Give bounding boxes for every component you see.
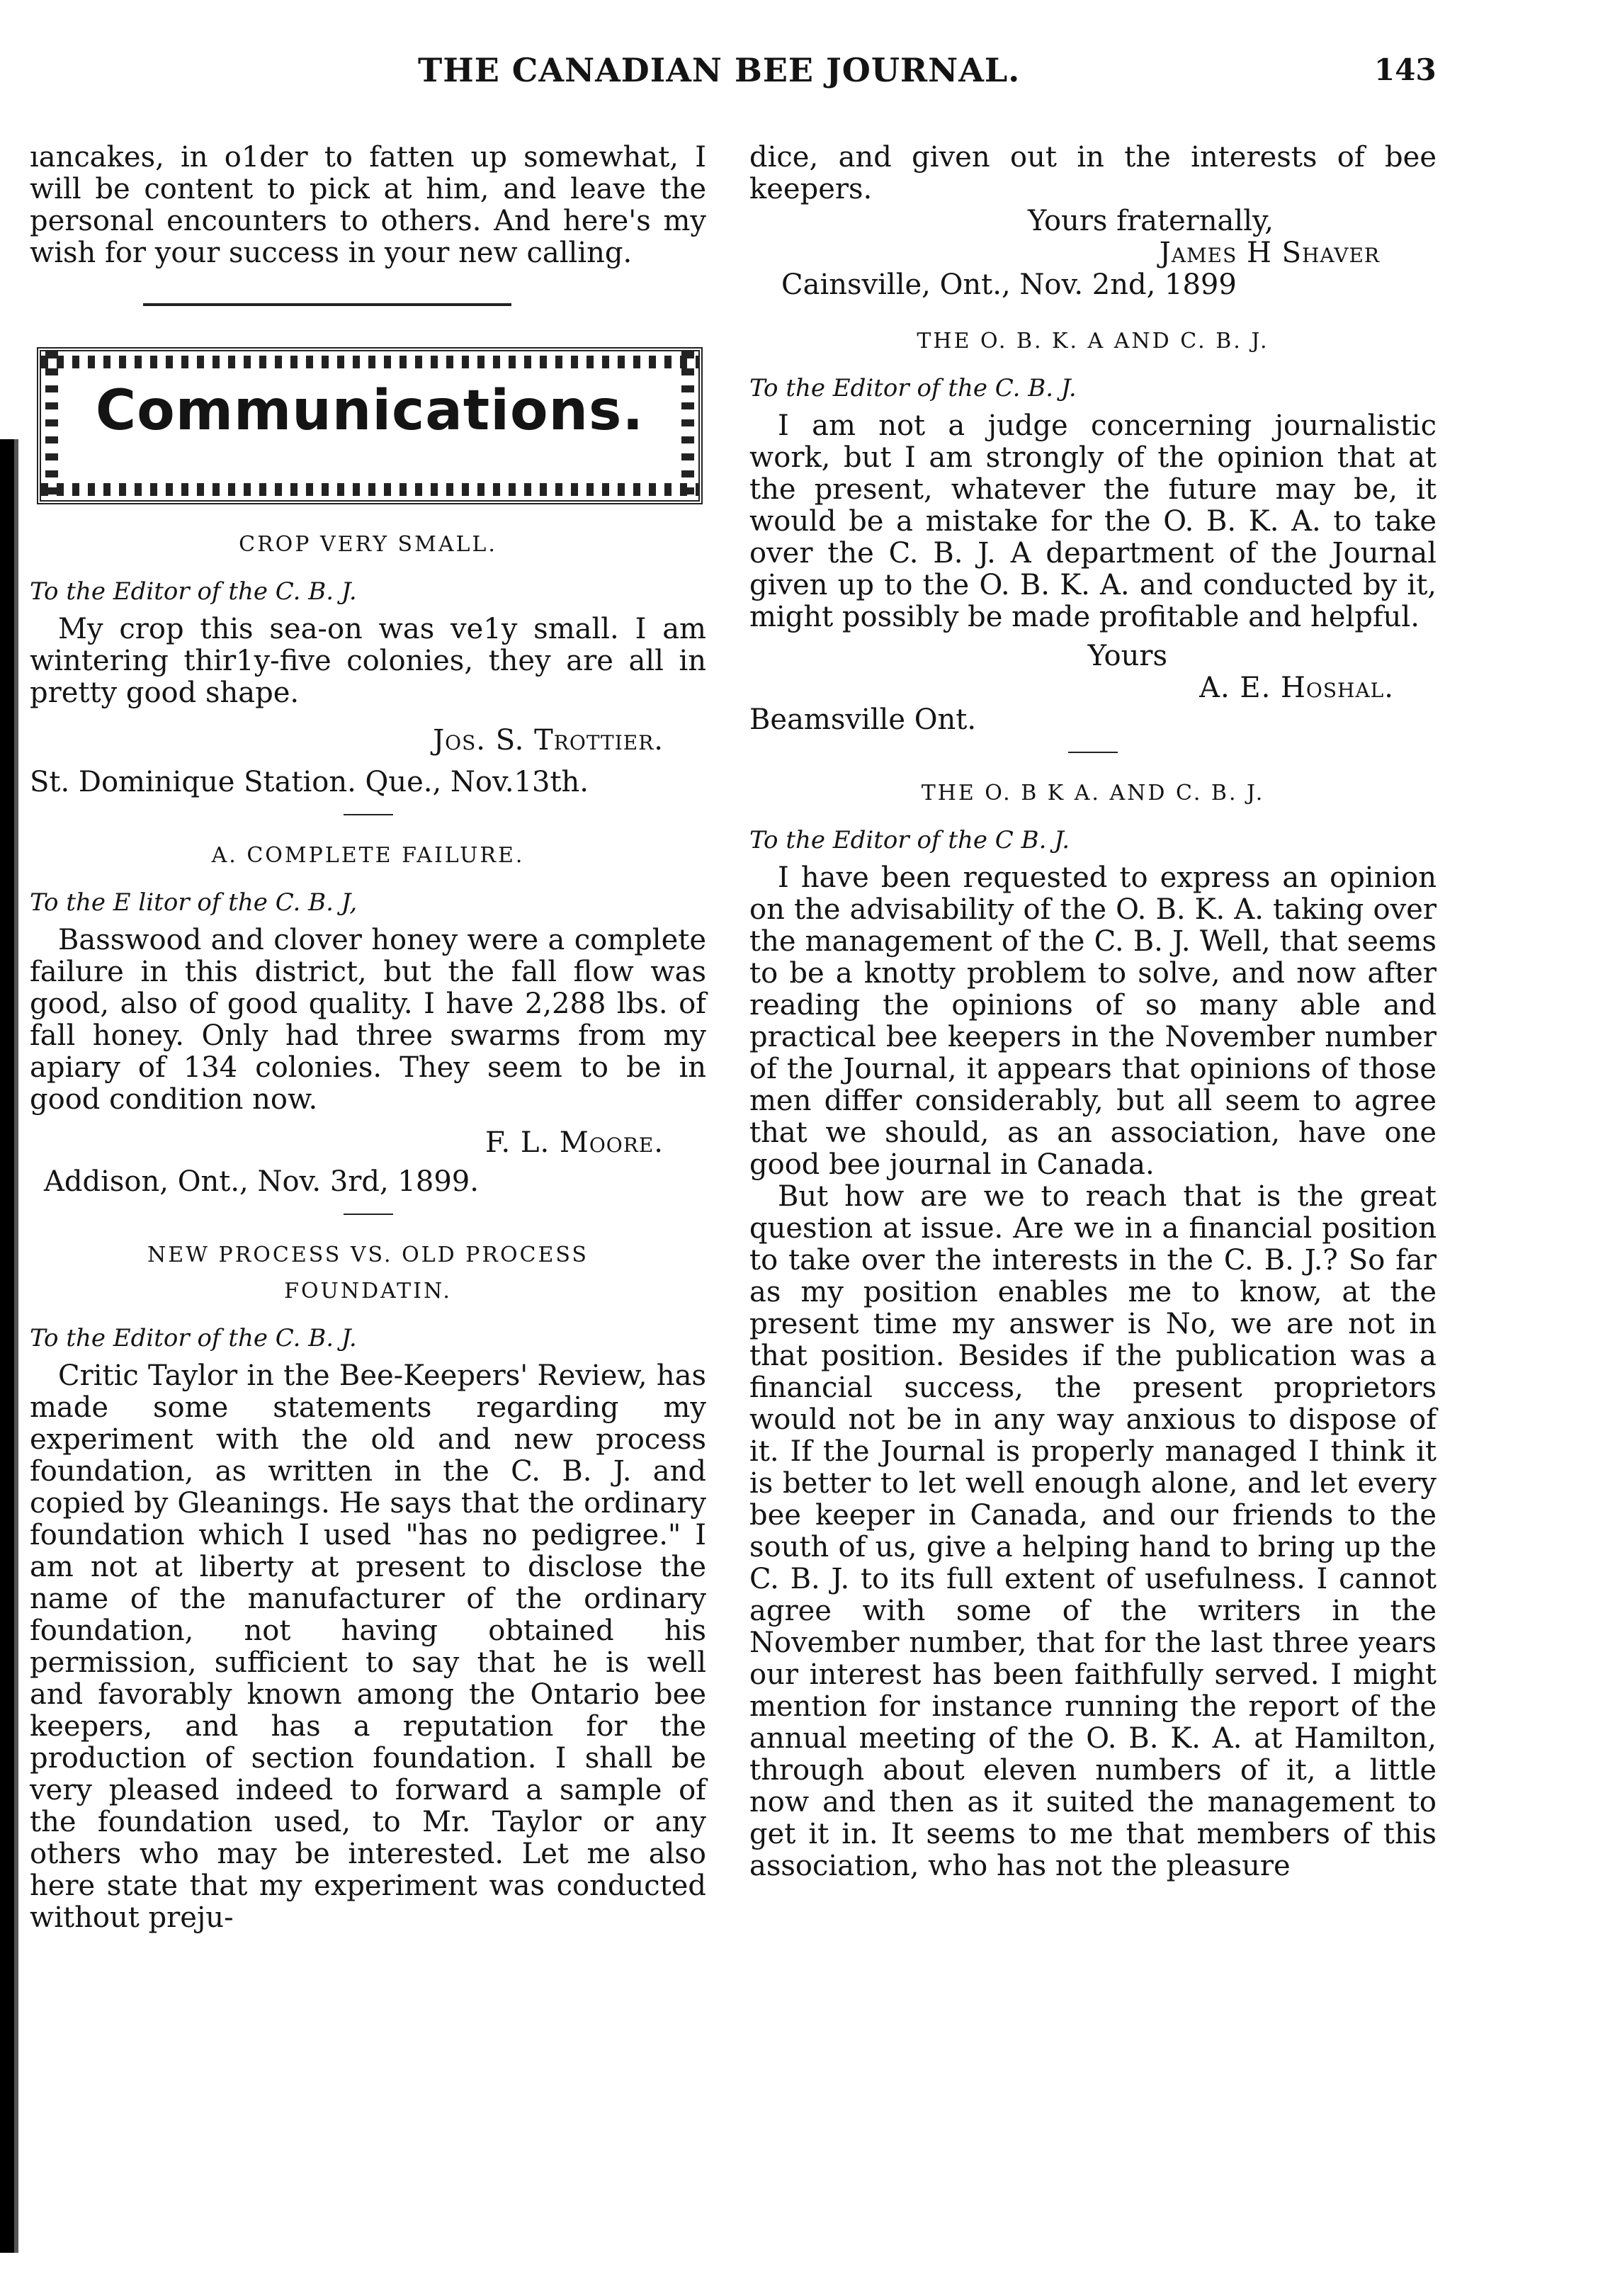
letter-heading: THE O. B K A. AND C. B. J. [921, 781, 1265, 805]
divider-rule [1068, 752, 1118, 753]
continued-paragraph: dice, and given out in the interests of bee keepers. [749, 141, 1436, 205]
running-title: THE CANADIAN BEE JOURNAL. [418, 51, 1021, 89]
letter-place-date: St. Dominique Station. Que., Nov.13th. [30, 766, 589, 798]
communications-banner [37, 347, 703, 504]
letter-heading: A. COMPLETE FAILURE. [211, 843, 525, 868]
letter-place-date: Beamsville Ont. [749, 703, 977, 736]
letter-complete-failure [30, 839, 706, 1215]
binding-shadow [0, 439, 24, 2253]
page-number: 143 [1374, 52, 1436, 87]
divider-rule [344, 814, 393, 815]
section-title: Communications. [95, 379, 645, 443]
letter-body: My crop this sea-on was ve1y small. I am wintering thir1y-five colonies, they are all in pretty good shape. [30, 613, 706, 709]
letter-salutation: To the Editor of the C. B. J. [749, 374, 1077, 402]
intro-paragraph: ıancakes, in o1der to fatten up somewhat, I will be content to pick at him, and leave the personal encounters to others. And here's my wish for your success in your new calling. [30, 141, 706, 269]
letter-heading: THE O. B. K. A AND C. B. J. [917, 329, 1269, 354]
letter-closing: Yours fraternally, [1028, 205, 1274, 237]
letter-body: Basswood and clover honey were a complete failure in this district, but the fall flow was good, also of good quality. I have 2,288 lbs. of fall honey. Only had three swarms from my apiary of 134 colonies. They seem to be in good condition now. [30, 924, 706, 1116]
page-header [0, 51, 1615, 101]
divider-rule [344, 1214, 393, 1215]
letter-signature: Jos. S. Trottier. [433, 724, 664, 757]
letter-body: Critic Taylor in the Bee-Keepers' Review, has made some statements regarding my experiment with the old and new process foundation, as written in the C. B. J. and copied by Gleanings. He says that the ordinary foundation which I used "has no pedigree." I am not at liberty at present to disclose the name of the manufacturer of the ordinary foundation, not having obtained his permission, sufficient to say that he is well and favorably known among the Ontario bee keepers, and has a reputation for the production of section foundation. I shall be very pleased indeed to forward a sample of the foundation used, to Mr. Taylor or any others who may be interested. Let me also here state that my experiment was conducted without preju- [30, 1359, 706, 1934]
letter-salutation: To the Editor of the C. B. J. [30, 577, 357, 606]
letter-signature: A. E. Hoshal. [1199, 672, 1394, 704]
letter-new-process-foundation [30, 1239, 706, 1934]
divider-rule [143, 303, 511, 306]
letter-heading-continued: FOUNDATIN. [284, 1279, 452, 1303]
letter-crop-very-small [30, 528, 706, 815]
letter-paragraph: I have been requested to express an opinion on the advisability of the O. B. K. A. taking over the management of the C. B. J. Well, that seems to be a knotty problem to solve, and now after reading the opinions of so many able and practical bee keepers in the November number of the Journal, it appears that opinions of those men differ considerably, but all seem to agree that we should, as an association, have one good bee journal in Canada. [749, 861, 1436, 1181]
letter-heading: NEW PROCESS VS. OLD PROCESS [147, 1243, 589, 1267]
letter-salutation: To the Editor of the C. B. J. [30, 1324, 357, 1352]
letter-signature: F. L. Moore. [484, 1126, 664, 1159]
letter-closing: Yours [1087, 640, 1167, 672]
left-column [30, 142, 706, 1934]
letter-place-date: Addison, Ont., Nov. 3rd, 1899. [44, 1165, 479, 1198]
ornament-border-bottom [41, 483, 698, 496]
letter-signature: James H Shaver [1159, 237, 1380, 269]
letter-salutation: To the E litor of the C. B. J, [30, 888, 358, 917]
letter-heading: CROP VERY SMALL. [239, 532, 497, 557]
letter-place-date: Cainsville, Ont., Nov. 2nd, 1899 [781, 268, 1237, 301]
letter-obka-second [749, 777, 1436, 1882]
letter-body: I am not a judge concerning journalistic work, but I am strongly of the opinion that at the present, whatever the future may be, it would be a mistake for the O. B. K. A. to take over the C. B. J. A department of the Journal given up to the O. B. K. A. and conducted by it, might possibly be made profitable and helpful. [749, 409, 1436, 633]
letter-obka-hoshal [749, 325, 1436, 753]
right-column [749, 142, 1436, 1882]
letter-salutation: To the Editor of the C B. J. [749, 826, 1070, 854]
letter-paragraph: But how are we to reach that is the great question at issue. Are we in a financial position to take over the interests in the C. B. J.? So far as my position enables me to know, at the present time my answer is No, we are not in that position. Besides if the publication was a financial success, the present proprietors would not be in any way anxious to dispose of it. If the Journal is properly managed I think it is better to let well enough alone, and let every bee keeper in Canada, and our friends to the south of us, give a helping hand to bring up the C. B. J. to its full extent of usefulness. I cannot agree with some of the writers in the November number, that for the last three years our interest has been faithfully served. I might mention for instance running the report of the annual meeting of the O. B. K. A. at Hamilton, through about eleven numbers of it, a little now and then as it suited the management to get it in. It seems to me that members of this association, who has not the pleasure [749, 1180, 1436, 1882]
ornament-border-top [41, 356, 698, 368]
